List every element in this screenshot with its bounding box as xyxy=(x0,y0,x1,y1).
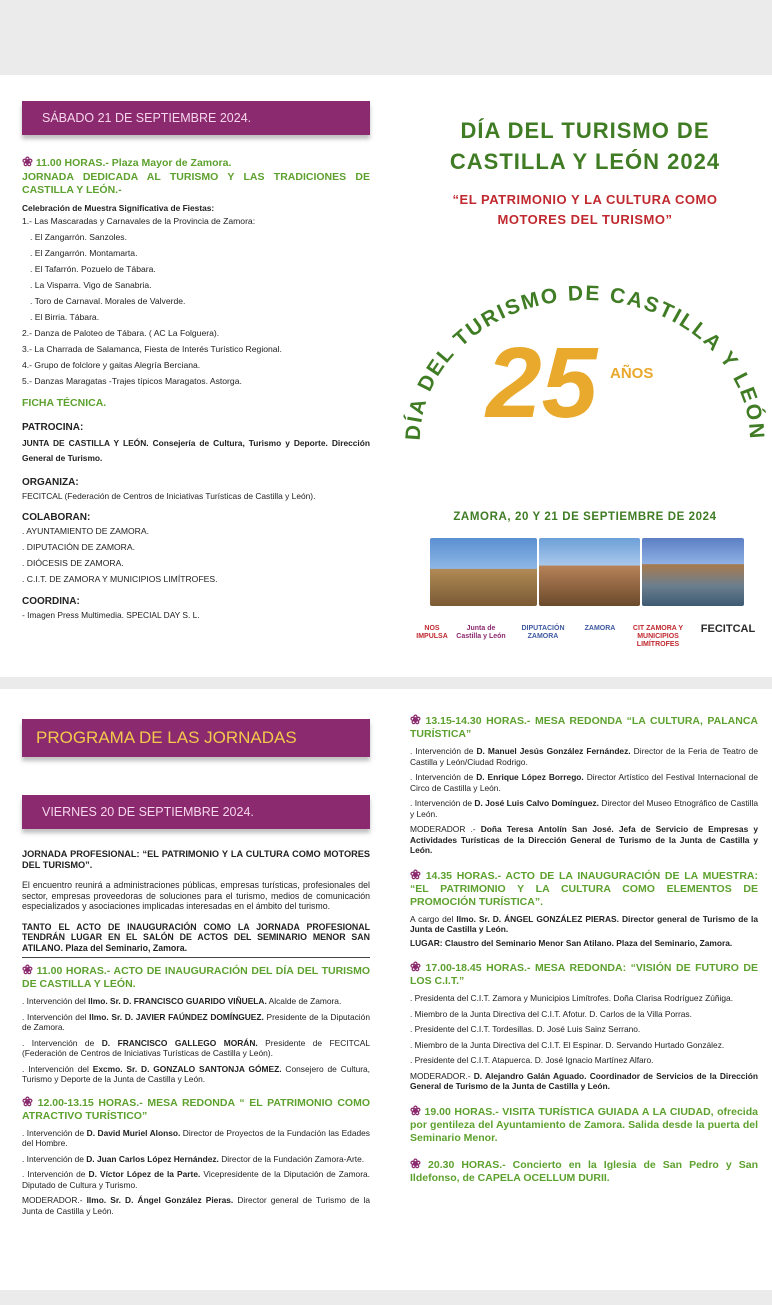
colaboran-list xyxy=(22,523,370,587)
fiesta-item: 4.- Grupo de folclore y gaitas Alegría Berciana. xyxy=(22,359,201,370)
brochure-page-1 xyxy=(0,75,772,677)
saturday-time-heading: ❀ 11.00 HORAS.- Plaza Mayor de Zamora. xyxy=(22,154,232,169)
speaker-item: . Intervención de D. José Luis Calvo Domínguez. Director del Museo Etnográfico de Castilla y León. xyxy=(410,798,758,819)
cit-speakers xyxy=(410,993,758,1066)
cit-heading: ❀ 17.00-18.45 HORAS.- MESA REDONDA: “VISIÓN DE FUTURO DE LOS C.I.T.” xyxy=(410,959,758,987)
anniversary-logo xyxy=(400,265,770,455)
speaker-item: . Intervención del Ilmo. Sr. D. FRANCISCO GUARIDO VIÑUELA. Alcalde de Zamora. xyxy=(22,996,342,1006)
cover-subtitle-line-1: “EL PATRIMONIO Y LA CULTURA COMO xyxy=(452,192,718,207)
muestra-host: A cargo del Ilmo. Sr. D. ÁNGEL GONZÁLEZ PIERAS. Director general de Turismo de la Junta de Castilla y León. xyxy=(410,913,758,934)
programa-banner: PROGRAMA DE LAS JORNADAS xyxy=(22,719,370,757)
saturday-banner: SÁBADO 21 DE SEPTIEMBRE 2024. xyxy=(22,101,370,135)
colaboran-heading: COLABORAN: xyxy=(22,512,91,523)
patrimonio-heading: ❀ 12.00-13.15 HORAS.- MESA REDONDA “ EL PATRIMONIO COMO ATRACTIVO TURÍSTICO” xyxy=(22,1093,370,1122)
coordina-heading: COORDINA: xyxy=(22,596,80,607)
speaker-item: . Intervención del Ilmo. Sr. D. JAVIER FAÚNDEZ DOMÍNGUEZ. Presidente de la Diputación de Zamora. xyxy=(22,1011,370,1032)
speaker-item: . Intervención de D. David Muriel Alonso. Director de Proyectos de la Fundación las Edades del Hombre. xyxy=(22,1127,370,1148)
fiesta-item: . La Visparra. Vigo de Sanabria. xyxy=(30,279,152,290)
speaker-item: . Miembro de la Junta Directiva del C.I.T. Afotur. D. Carlos de la Villa Porras. xyxy=(410,1008,692,1019)
inauguration-heading: ❀ 11.00 HORAS.- ACTO DE INAUGURACIÓN DEL DÍA DEL TURISMO DE CASTILLA Y LEÓN. xyxy=(22,962,370,990)
fiesta-item: . El Zangarrón. Sanzoles. xyxy=(30,231,127,242)
visita-heading: ❀ 19.00 HORAS.- VISITA TURÍSTICA GUIADA A LA CIUDAD, ofrecida por gentileza del Ayuntamiento de Zamora. Salida desde la puerta del Seminario Menor. xyxy=(410,1102,758,1144)
cover-subtitle-line-2: MOTORES DEL TURISMO” xyxy=(497,212,673,227)
colaborador-item: . AYUNTAMIENTO DE ZAMORA. xyxy=(22,526,150,536)
cover-title-line-2: CASTILLA Y LEÓN 2024 xyxy=(449,149,721,174)
saturday-column xyxy=(22,155,370,621)
event-date: ZAMORA, 20 Y 21 DE SEPTIEMBRE DE 2024 xyxy=(453,511,717,523)
coordina-text: - Imagen Press Multimedia. SPECIAL DAY S. L. xyxy=(22,610,200,620)
speaker-item: MODERADOR .- Doña Teresa Antolín San José. Jefa de Servicio de Empresas y Actividades Turísticas de la Dirección General de Turismo de la Junta de Castilla y León. xyxy=(410,824,758,855)
concierto-heading: ❀ 20.30 HORAS.- Concierto en la Iglesia de San Pedro y San Ildefonso, de CAPELA OCELLUM DURII. xyxy=(410,1155,758,1184)
program-right-column xyxy=(410,713,758,1185)
castle-photo xyxy=(430,538,537,606)
venue-notice: TANTO EL ACTO DE INAUGURACIÓN COMO LA JORNADA PROFESIONAL TENDRÁN LUGAR EN EL SALÓN DE ACTOS DEL SEMINARIO MENOR SAN ATILANO. Plaza del Seminario, Zamora. xyxy=(22,921,370,953)
fiesta-item: . Toro de Carnaval. Morales de Valverde. xyxy=(30,295,186,306)
speaker-item: . Presidente del C.I.T. Tordesillas. D. José Luis Sainz Serrano. xyxy=(410,1024,641,1034)
saturday-jornada-heading: JORNADA DEDICADA AL TURISMO Y LAS TRADICIONES DE CASTILLA Y LEÓN.- xyxy=(22,171,370,196)
flower-bullet-icon: ❀ xyxy=(410,1155,426,1171)
river-photo xyxy=(642,538,744,606)
jornada-intro: El encuentro reunirá a administraciones públicas, empresas turísticas, profesionales del sector, empresas proveedoras de soluciones para el turismo, medios de comunicación especializados y asociaciones implicadas interesadas en el ámbito del turismo. xyxy=(22,880,370,911)
sponsor-logo: CIT ZAMORA Y MUNICIPIOS LIMÍTROFES xyxy=(632,625,684,648)
muestra-location: LUGAR: Claustro del Seminario Menor San Atilano. Plaza del Seminario, Zamora. xyxy=(410,937,733,948)
sponsor-logo: DIPUTACIÓN ZAMORA xyxy=(521,625,565,640)
cathedral-photo xyxy=(539,538,640,606)
organiza-heading: ORGANIZA: xyxy=(22,476,79,488)
fiesta-item: . El Birria. Tábara. xyxy=(30,311,100,322)
inauguration-speakers xyxy=(22,996,370,1085)
organiza-text: FECITCAL (Federación de Centros de Iniciativas Turísticas de Castilla y León). xyxy=(22,490,316,501)
fiesta-item: . El Zangarrón. Montamarta. xyxy=(30,247,138,258)
speaker-item: . Intervención de D. Manuel Jesús González Fernández. Director de la Feria de Teatro de Castilla y León/Ciudad Rodrigo. xyxy=(410,746,758,767)
fiesta-item: 3.- La Charrada de Salamanca, Fiesta de Interés Turístico Regional. xyxy=(22,343,282,354)
sponsor-logo: ZAMORA xyxy=(584,625,616,632)
cit-moderator: MODERADOR.- D. Alejandro Galán Aguado. Coordinador de Servicios de la Dirección General de Turismo de la Junta de Castilla y León. xyxy=(410,1070,758,1091)
celebration-label: Celebración de Muestra Significativa de Fiestas: xyxy=(22,203,215,213)
flower-bullet-icon: ❀ xyxy=(410,1102,422,1118)
speaker-item: . Intervención de D. Víctor López de la Parte. Vicepresidente de la Diputación de Zamora. Diputado de Cultura y Turismo. xyxy=(22,1169,370,1190)
speaker-item: . Intervención de D. FRANCISCO GALLEGO MORÁN. Presidente de FECITCAL (Federación de Centros de Iniciativas Turísticas de Castilla y León). xyxy=(22,1037,370,1058)
friday-column xyxy=(22,849,370,1216)
flower-bullet-icon: ❀ xyxy=(410,712,423,727)
speaker-item: MODERADOR.- Ilmo. Sr. D. Ángel González Pieras. Director general de Turismo de la Junta de Castilla y León. xyxy=(22,1195,370,1216)
fiesta-item: 2.- Danza de Paloteo de Tábara. ( AC La Folguera). xyxy=(22,327,220,338)
speaker-item: . Miembro de la Junta Directiva del C.I.T. El Espinar. D. Servando Hurtado González. xyxy=(410,1039,725,1050)
cover-column xyxy=(400,115,770,230)
fiesta-item: 5.- Danzas Maragatas -Trajes típicos Maragatos. Astorga. xyxy=(22,375,242,386)
muestra-heading: ❀ 14.35 HORAS.- ACTO DE LA INAUGURACIÓN DE LA MUESTRA: “EL PATRIMONIO Y LA CULTURA COMO ELEMENTOS DE PROMOCIÓN TURÍSTICA”. xyxy=(410,866,758,908)
speaker-item: . Intervención de D. Juan Carlos López Hernández. Director de la Fundación Zamora-Arte. xyxy=(22,1153,365,1164)
cultura-heading: ❀ 13.15-14.30 HORAS.- MESA REDONDA “LA CULTURA, PALANCA TURÍSTICA” xyxy=(410,712,758,740)
fiestas-list xyxy=(22,213,370,389)
fiesta-item: 1.- Las Mascaradas y Carnavales de la Provincia de Zamora: xyxy=(22,215,256,226)
speaker-item: . Presidenta del C.I.T. Zamora y Municipios Limítrofes. Doña Clarisa Rodríguez Zúñiga. xyxy=(410,993,734,1003)
logo-arc-text: DÍA DEL TURISMO DE CASTILLA Y LEÓN xyxy=(401,281,769,442)
sponsor-logo: Junta de Castilla y León xyxy=(456,625,506,640)
jornada-profesional: JORNADA PROFESIONAL: “EL PATRIMONIO Y LA CULTURA COMO MOTORES DEL TURISMO”. xyxy=(22,849,370,870)
patrocina-heading: PATROCINA: xyxy=(22,421,84,433)
flower-bullet-icon: ❀ xyxy=(22,1093,35,1109)
flower-bullet-icon: ❀ xyxy=(410,959,423,974)
speaker-item: . Presidente del C.I.T. Atapuerca. D. José Ignacio Martínez Alfaro. xyxy=(410,1055,654,1065)
sponsor-logo: NOS IMPULSA xyxy=(416,625,448,640)
patrimonio-speakers xyxy=(22,1128,370,1217)
colaborador-item: . C.I.T. DE ZAMORA Y MUNICIPIOS LIMÍTROFES. xyxy=(22,574,218,584)
brochure-page-2 xyxy=(0,689,772,1290)
cultura-speakers xyxy=(410,746,758,856)
sponsor-logo: FECITCAL xyxy=(700,623,756,635)
fiesta-item: . El Tafarrón. Pozuelo de Tábara. xyxy=(30,263,156,274)
logo-anos: AÑOS xyxy=(610,365,654,382)
logo-number: 25 xyxy=(486,327,598,439)
divider xyxy=(22,957,370,958)
speaker-item: . Intervención de D. Enrique López Borrego. Director Artístico del Festival Internacional de Circo de Castilla y León. xyxy=(410,772,758,793)
colaborador-item: . DIPUTACIÓN DE ZAMORA. xyxy=(22,542,135,552)
flower-bullet-icon: ❀ xyxy=(22,962,34,977)
friday-banner: VIERNES 20 DE SEPTIEMBRE 2024. xyxy=(22,795,370,829)
cover-title-line-1: DÍA DEL TURISMO DE xyxy=(460,118,710,143)
patrocina-text: JUNTA DE CASTILLA Y LEÓN. Consejería de Cultura, Turismo y Deporte. Dirección General de Turismo. xyxy=(22,437,370,463)
flower-bullet-icon: ❀ xyxy=(410,866,423,882)
colaborador-item: . DIÓCESIS DE ZAMORA. xyxy=(22,558,124,568)
speaker-item: . Intervención del Excmo. Sr. D. GONZALO SANTONJA GÓMEZ. Consejero de Cultura, Turismo y Deporte de la Junta de Castilla y León. xyxy=(22,1063,370,1084)
ficha-heading: FICHA TÉCNICA. xyxy=(22,396,107,409)
flower-bullet-icon: ❀ xyxy=(22,154,33,169)
